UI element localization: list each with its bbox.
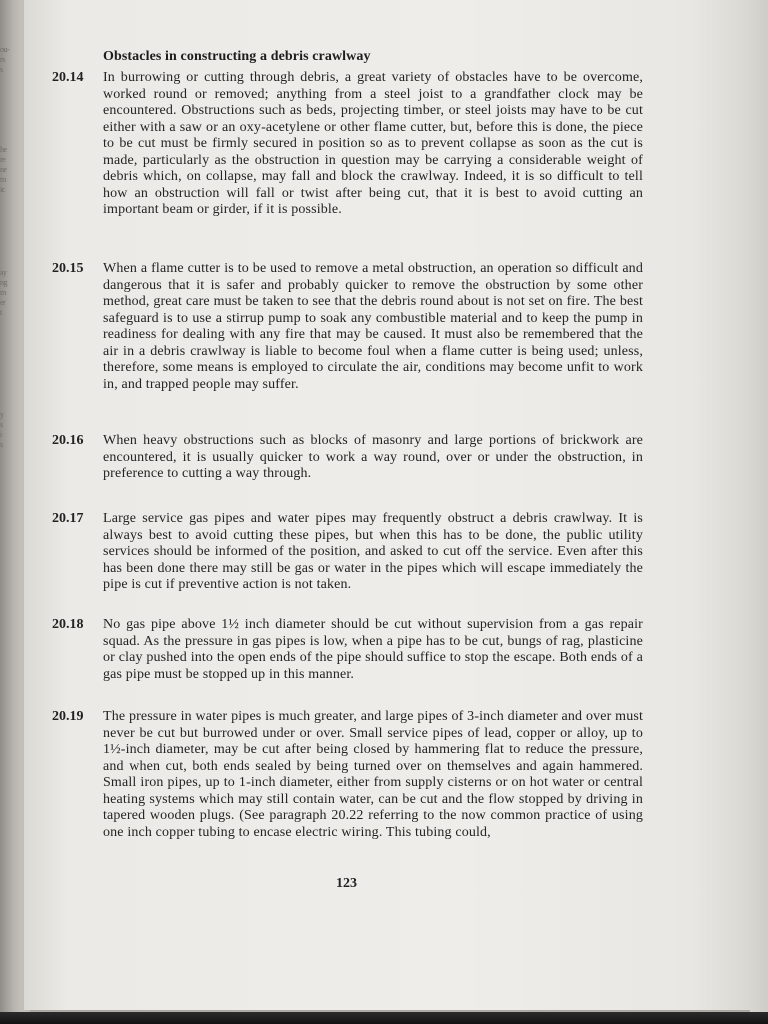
- paragraph-number: 20.18: [52, 617, 84, 632]
- paragraph-text: The pressure in water pipes is much greater, and large pipes of 3-inch diameter and over must never be cut but burrowed under or over. Small service pipes of lead, copper or alloy, up to 1½-inch diameter, may be cut after being closed by hammering flat to reduce the pressure, and when cut, both ends sealed by being turned over on themselves and again hammered. Small iron pipes, up to 1-inch diameter, either from supply cisterns or on hot water or central heating systems which may still contain water, can be cut and the flow stopped by driving in tapered wooden plugs. (See paragraph 20.22 referring to the now common practice of using one inch copper tubing to encase electric wiring. This tubing could,: [103, 709, 643, 840]
- paragraph-number: 20.14: [52, 70, 84, 85]
- paragraph-text: When a flame cutter is to be used to remove a metal obstruction, an operation so difficult and dangerous that it is safer and probably quicker to remove the obstruction by some other method, great care must be taken to see that the debris round about is not set on fire. The best safeguard is to use a stirrup pump to soak any combustible material and to keep the pump in readiness for dealing with any fire that may be caused. It must also be remembered that the air in a debris crawlway is liable to become foul when a flame cutter is being used; unless, therefore, some means is employed to circulate the air, conditions may become unfit to work in, and trapped people may suffer.: [103, 261, 643, 392]
- paragraph-text: No gas pipe above 1½ inch diameter should be cut without supervision from a gas repair squad. As the pressure in gas pipes is low, when a pipe has to be cut, bungs of rag, plasticine or clay pushed into the open ends of the pipe should suffice to stop the escape. Both ends of a gas pipe must be stopped up in this manner.: [103, 617, 643, 682]
- scan-bottom-edge: [0, 1012, 768, 1024]
- paragraph-number: 20.16: [52, 433, 84, 448]
- page-shadow: [750, 0, 768, 1024]
- paragraph-text: Large service gas pipes and water pipes may frequently obstruct a debris crawlway. It is always best to avoid cutting these pipes, but when this has to be done, the public utility services should be informed of the position, and asked to cut off the service. Even after this has been done there may still be gas or water in the pipes which will escape immediately the pipe is cut if preventive action is not taken.: [103, 511, 643, 592]
- section-heading: Obstacles in constructing a debris crawlway: [103, 49, 371, 64]
- paragraph-number: 20.15: [52, 261, 84, 276]
- paragraph-text: In burrowing or cutting through debris, a great variety of obstacles have to be overcome, worked round or removed; anything from a steel joist to a grandfather clock may be encountered. Obstructions such as beds, projecting timber, or steel joists may have to be cut either with a saw or an oxy-acetylene or other flame cutter, but, before this is done, the piece to be cut must be firmly secured in position so as to prevent collapse as soon as the cut is made, particularly as the obstruction in question may be carrying a considerable weight of debris which, on collapse, may fall and block the crawlway. Indeed, it is so difficult to tell how an obstruction will fall or twist after being cut, that it is best to avoid cutting an important beam or girder, if it is possible.: [103, 70, 643, 217]
- paragraph-number: 20.17: [52, 511, 84, 526]
- page-number: 123: [336, 876, 357, 891]
- adjacent-page-fragment: he re ne m ic: [0, 145, 7, 194]
- adjacent-page-fragment: ay ng m er t: [0, 268, 7, 317]
- paragraph-text: When heavy obstructions such as blocks of masonry and large portions of brickwork are encountered, it is usually quicker to work a way round, over or under the obstruction, in preference to cutting a way through.: [103, 433, 643, 481]
- paragraph-number: 20.19: [52, 709, 84, 724]
- adjacent-page-fragment: ou- rs s: [0, 45, 10, 74]
- adjacent-page-fragment: y s i s: [0, 410, 4, 449]
